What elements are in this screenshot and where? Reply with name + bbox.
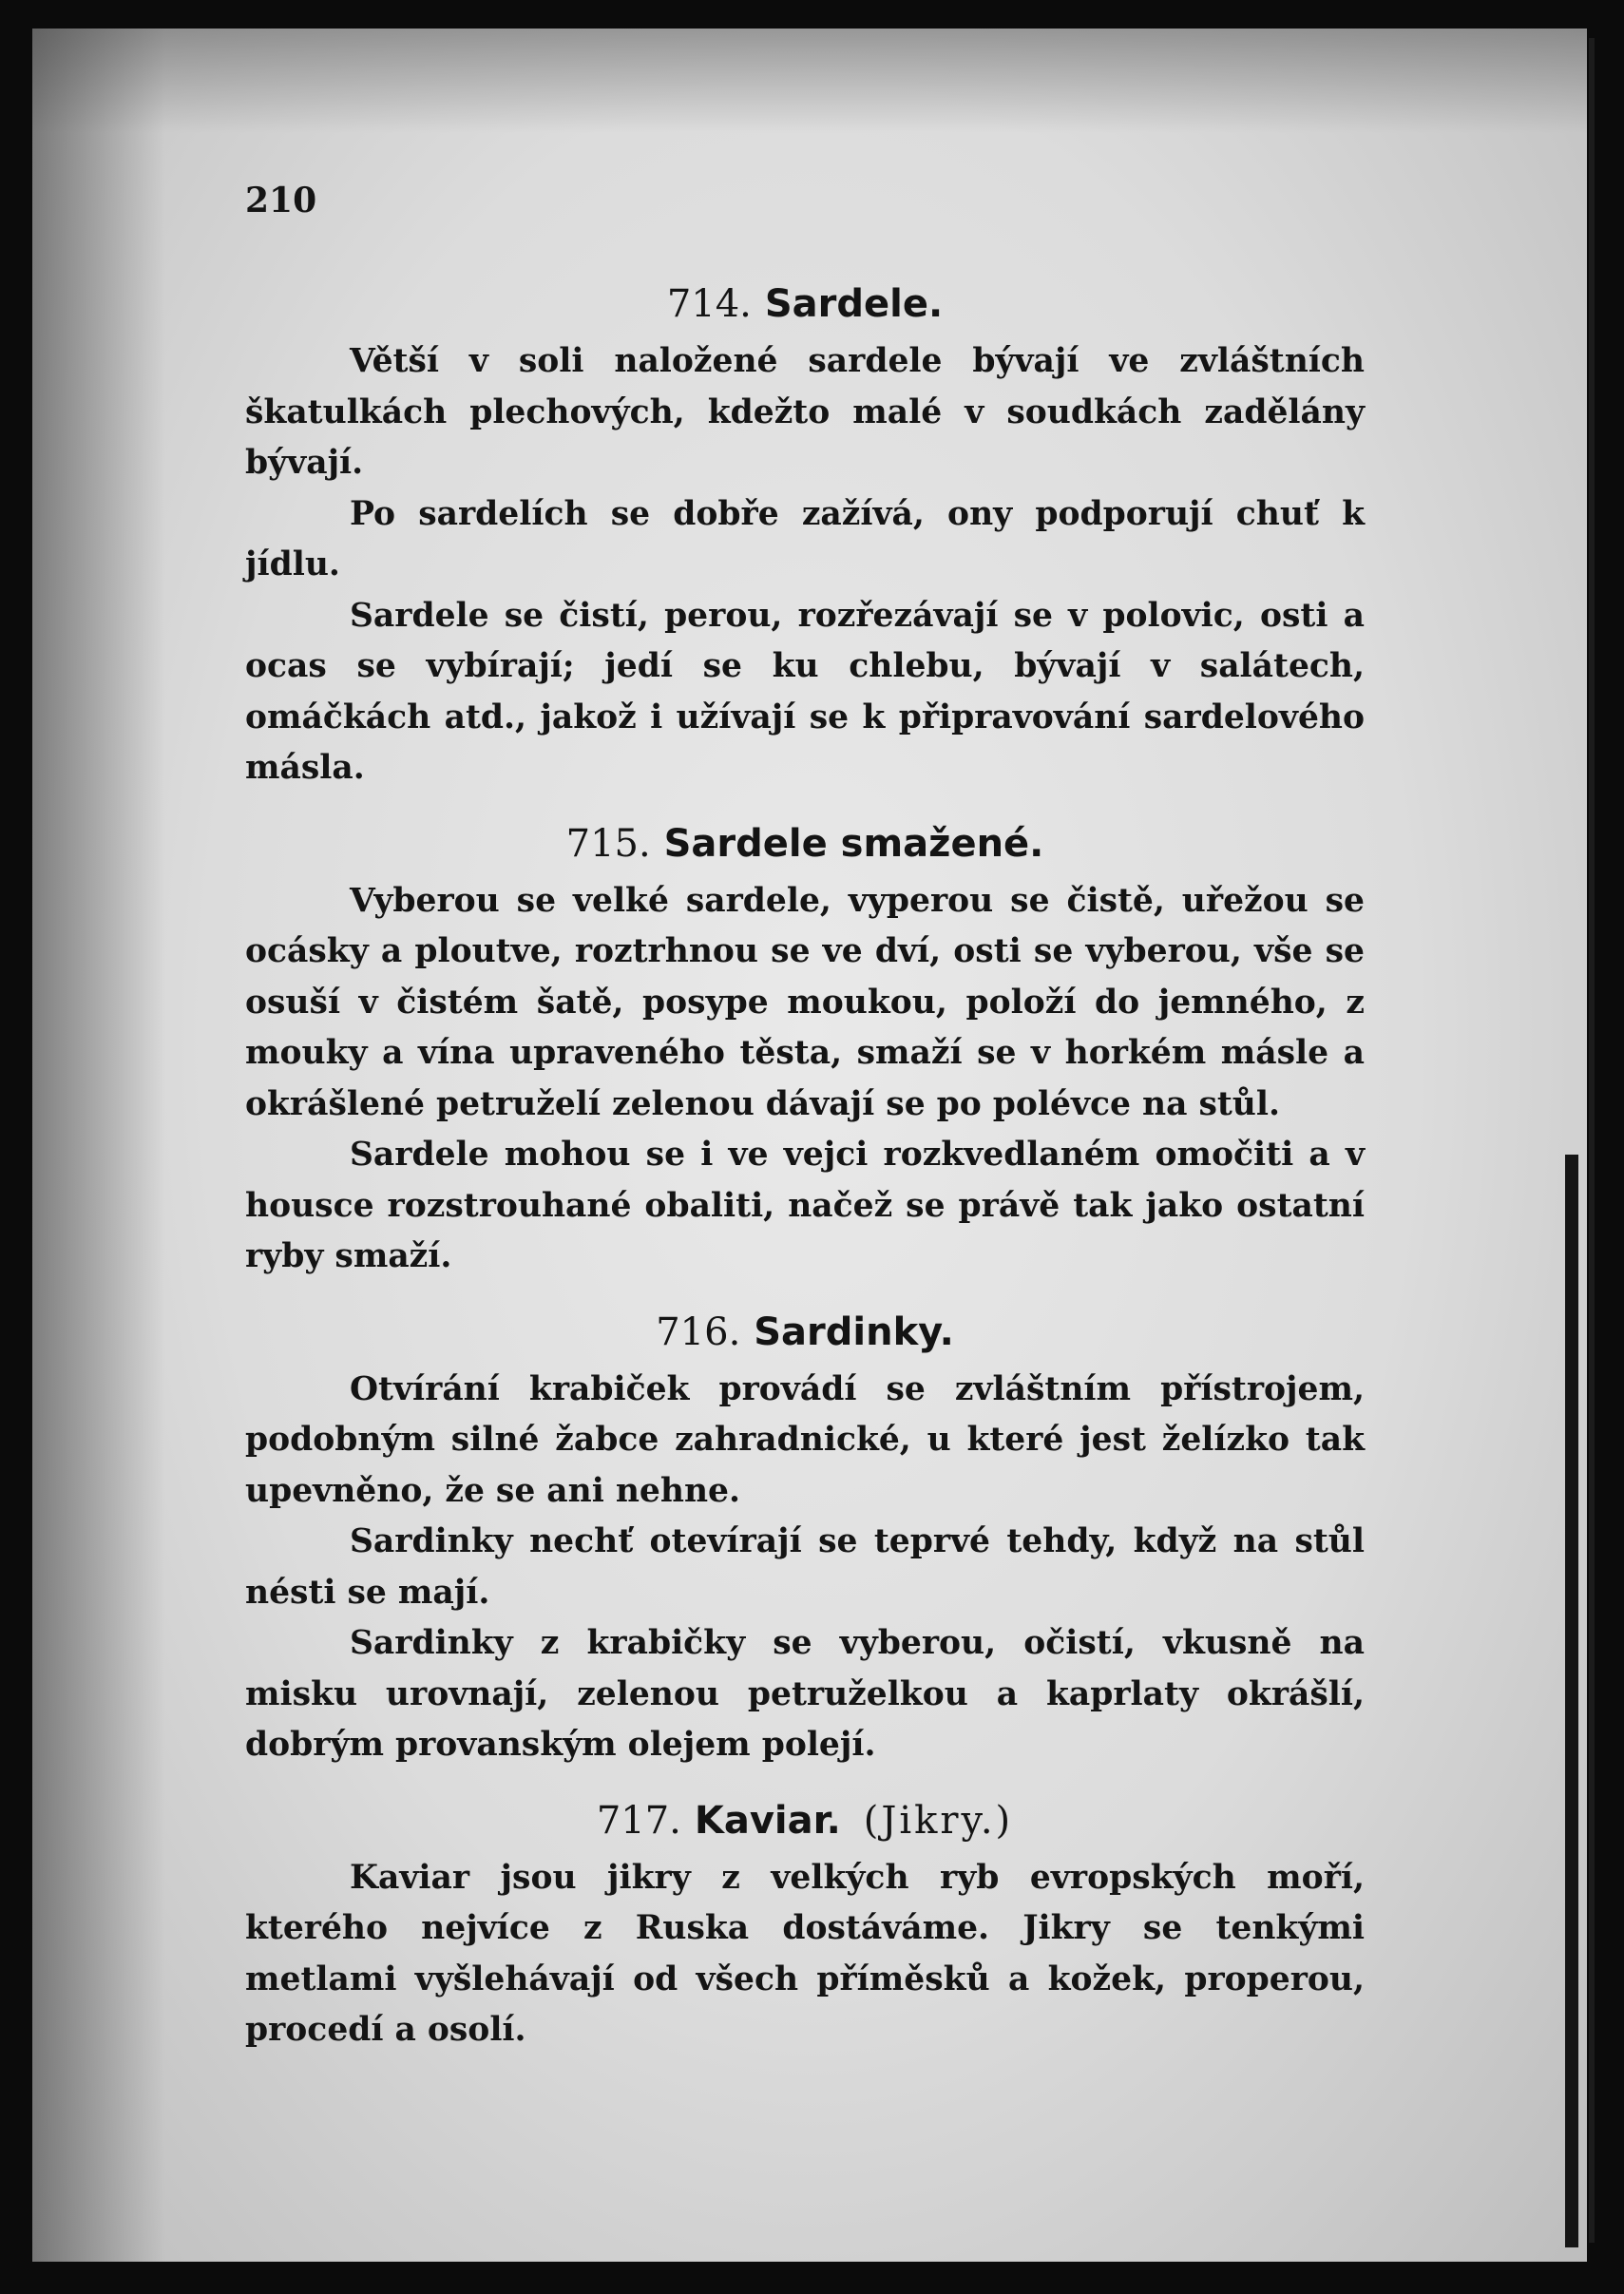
paragraph: Kaviar jsou jikry z velkých ryb evropských moří, kterého nejvíce z Ruska dostáváme. Jikry se tenkými metlami vyšlehávají od všech příměsků a kožek, properou, procedí a osolí. xyxy=(245,1858,1365,2049)
section-title: Sardele. xyxy=(764,282,944,326)
section-number: 714. xyxy=(666,282,752,326)
paragraph: Otvírání krabiček provádí se zvláštním přístrojem, podobným silné žabce zahradnické, u které jest želízko tak upevněno, že se ani nehne. xyxy=(245,1369,1365,1510)
section-number: 715. xyxy=(565,821,651,866)
section-title: Sardinky. xyxy=(754,1309,954,1354)
section-title: Sardele smažené. xyxy=(663,821,1044,866)
paragraph: Sardele mohou se i ve vejci rozkvedlaném omočiti a v housce rozstrouhané obaliti, načež se právě tak jako ostatní ryby smaží. xyxy=(245,1136,1365,1275)
section-title: Kaviar. xyxy=(694,1798,841,1843)
paragraph: Sardele se čistí, perou, rozřezávají se v polovic, osti a ocas se vybírají; jedí se ku chlebu, bývají v salátech, omáčkách atd., jakož i užívají se k připravování sardelového másla. xyxy=(245,596,1365,787)
section-number: 716. xyxy=(656,1309,741,1354)
book-edge-shadow xyxy=(1565,1155,1578,2247)
paragraph: Sardinky nechť otevírají se teprvé tehdy, když na stůl nésti se mají. xyxy=(245,1522,1365,1612)
paragraph: Větší v soli naložené sardele bývají ve zvláštních škatulkách plechových, kdežto malé v soudkách zadělány bývají. xyxy=(245,342,1365,482)
paragraph: Vyberou se velké sardele, vyperou se čistě, uřežou se ocásky a ploutve, roztrhnou se ve dví, osti se vyberou, vše se osuší v čistém šatě, posype moukou, položí do jemného, z mouky a vína upraveného těsta, smaží se v horkém másle a okrášlené petruželí zelenou dávají se po polévce na stůl. xyxy=(245,881,1365,1123)
page-content xyxy=(245,272,1365,2056)
paragraph: Po sardelích se dobře zažívá, ony podporují chuť k jídlu. xyxy=(245,494,1365,583)
paragraph: Sardinky z krabičky se vyberou, očistí, vkusně na misku urovnají, zelenou petruželkou a kaprlaty okrášlí, dobrým provanským olejem polejí. xyxy=(245,1624,1365,1764)
section-number: 717. xyxy=(596,1798,681,1843)
section-716-heading xyxy=(245,1300,1365,1365)
page-number: 210 xyxy=(245,181,317,220)
section-715-heading xyxy=(245,812,1365,876)
section-717-heading xyxy=(245,1788,1365,1853)
section-note: (Jikry.) xyxy=(863,1798,1014,1843)
book-edge-line xyxy=(1589,38,1595,2243)
section-714-heading xyxy=(245,272,1365,336)
